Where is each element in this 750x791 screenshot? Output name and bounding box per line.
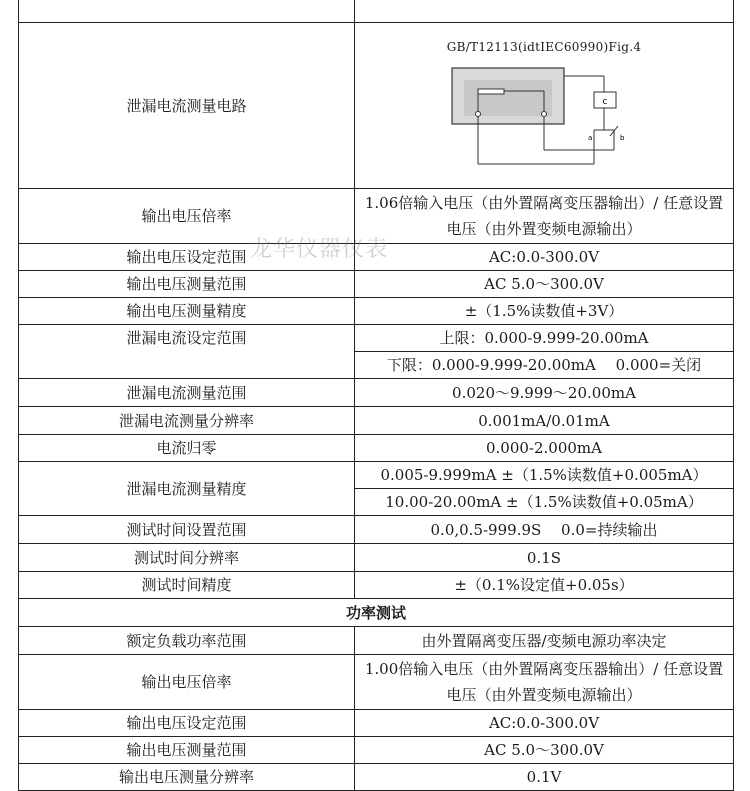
table-row (19, 23, 734, 189)
terminal-node (542, 111, 547, 116)
row-value: 0.000-2.000mA (355, 435, 734, 462)
row-label: 输出电压测量范围 (19, 737, 355, 764)
row-label: 测试时间分辨率 (19, 544, 355, 572)
table-row (19, 298, 734, 325)
row-value: 1.06倍输入电压（由外置隔离变压器输出）/ 任意设置电压（由外置变频电源输出） (355, 189, 734, 244)
row-label: 电流归零 (19, 435, 355, 462)
row-label: 泄漏电流设定范围 (19, 325, 355, 379)
table-row (19, 379, 734, 407)
table-row (19, 572, 734, 599)
row-label: 输出电压倍率 (19, 655, 355, 710)
row-label: 输出电压倍率 (19, 189, 355, 244)
table-row (19, 655, 734, 710)
row-value: 下限：0.000-9.999-20.00mA 0.000=关闭 (355, 352, 734, 379)
spec-table (18, 0, 734, 791)
table-row (19, 710, 734, 737)
row-label: 输出电压测量分辨率 (19, 764, 355, 791)
table-row (19, 764, 734, 791)
row-label: 输出电压测量范围 (19, 271, 355, 298)
row-value: 上限：0.000-9.999-20.00mA (355, 325, 734, 352)
circuit-diagram-cell (355, 23, 734, 189)
row-label: 输出电压测量精度 (19, 298, 355, 325)
section-title: 功率测试 (19, 599, 734, 627)
row-label: 泄漏电流测量范围 (19, 379, 355, 407)
row-label: 输出电压设定范围 (19, 710, 355, 737)
row-label: 测试时间精度 (19, 572, 355, 599)
row-value: 10.00-20.00mA ±（1.5%读数值+0.05mA） (355, 489, 734, 516)
meter-c-label: c (602, 96, 608, 107)
row-label: 输出电压设定范围 (19, 244, 355, 271)
row-value: 0.1V (355, 764, 734, 791)
resistor-symbol (478, 89, 504, 94)
row-label: 泄漏电流测量分辨率 (19, 407, 355, 435)
table-row (19, 0, 734, 23)
terminal-node (476, 111, 481, 116)
row-value: AC 5.0～300.0V (355, 737, 734, 764)
table-row (19, 516, 734, 544)
row-value: AC:0.0-300.0V (355, 710, 734, 737)
table-row (19, 435, 734, 462)
row-value: 由外置隔离变压器/变频电源功率决定 (355, 627, 734, 655)
row-value: 1.00倍输入电压（由外置隔离变压器输出）/ 任意设置电压（由外置变频电源输出） (355, 655, 734, 710)
section-row (19, 599, 734, 627)
terminal-a-label: a (588, 133, 593, 142)
table-row (19, 271, 734, 298)
diagram-caption: GB/T12113(idtIEC60990)Fig.4 (446, 39, 642, 54)
table-row (19, 737, 734, 764)
table-row (19, 325, 734, 352)
table-row (19, 544, 734, 572)
terminal-b-label: b (620, 133, 625, 142)
watermark-text: 龙华仪器仪表 (250, 237, 389, 262)
row-value: AC:0.0-300.0V (355, 244, 734, 271)
row-value: 0.0,0.5-999.9S 0.0=持续输出 (355, 516, 734, 544)
table-row (19, 407, 734, 435)
row-value: 0.1S (355, 544, 734, 572)
table-row (19, 244, 734, 271)
row-value: 0.020～9.999～20.00mA (355, 379, 734, 407)
row-label: 泄漏电流测量电路 (19, 23, 355, 189)
row-label: 泄漏电流测量精度 (19, 462, 355, 516)
row-label: 额定负载功率范围 (19, 627, 355, 655)
enclosure-shading (464, 80, 552, 116)
leakage-circuit-diagram (444, 64, 644, 176)
row-value: 0.001mA/0.01mA (355, 407, 734, 435)
table-row (19, 627, 734, 655)
row-value (355, 0, 734, 23)
row-value: AC 5.0～300.0V (355, 271, 734, 298)
row-value: 0.005-9.999mA ±（1.5%读数值+0.005mA） (355, 462, 734, 489)
row-value: ±（1.5%读数值+3V） (355, 298, 734, 325)
row-label: 测试时间设置范围 (19, 516, 355, 544)
row-label (19, 0, 355, 23)
table-row (19, 189, 734, 244)
row-value: ±（0.1%设定值+0.05s） (355, 572, 734, 599)
table-row (19, 462, 734, 489)
